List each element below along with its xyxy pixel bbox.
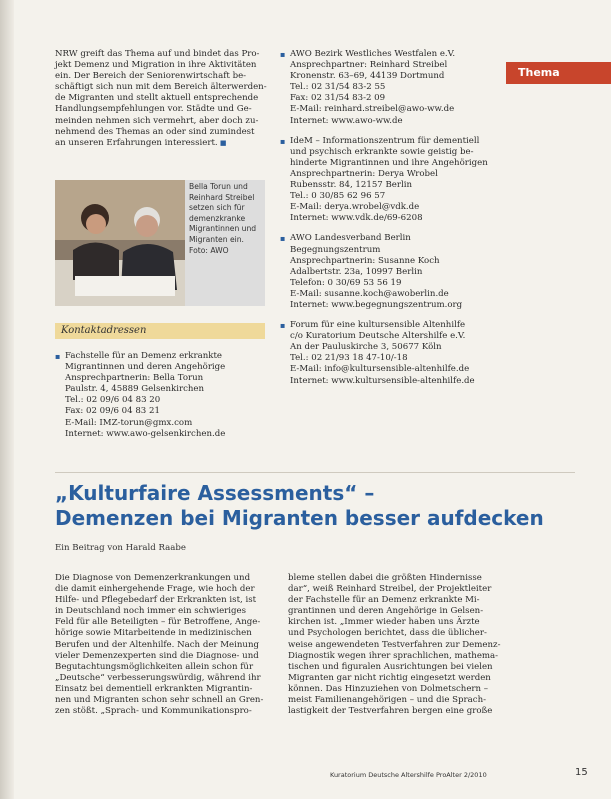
divider	[55, 472, 575, 473]
body-line: Feld für alle Beteiligten – für Betroffene, Ange-	[55, 617, 261, 628]
intro-line: Handlungsempfehlungen vor. Städte und Ge-	[55, 104, 252, 115]
body-line: grantinnen und deren Angehörige in Gelsen-	[288, 606, 484, 617]
intro-line: nehmend des Themas an oder sind zumindest	[55, 126, 255, 137]
left-contact-list	[55, 351, 270, 449]
contact-line: Ansprechpartner: Reinhard Streibel	[290, 60, 448, 71]
body-line: weise angewendeten Testverfahren zur Demenz-	[288, 639, 501, 650]
intro-line: ein. Der Bereich der Seniorenwirtschaft be-	[55, 71, 247, 82]
body-line: „Deutsche“ verbesserungswürdig, während ihr	[55, 672, 261, 683]
contact-line: c/o Kuratorium Deutsche Altershilfe e.V.	[290, 331, 466, 342]
intro-line: an unseren Erfahrungen interessiert. ■	[55, 137, 227, 148]
contact-line: ▪ AWO Bezirk Westliches Westfalen e.V.	[290, 49, 456, 59]
body-line: Die Diagnose von Demenzerkrankungen und	[55, 573, 251, 583]
contacts-heading: Kontaktadressen	[55, 323, 265, 339]
body-column-right	[288, 573, 503, 717]
contact-line: An der Pauluskirche 3, 50677 Köln	[290, 342, 442, 353]
portrait-photo	[55, 180, 185, 306]
body-column-left	[55, 573, 270, 717]
intro-line: de Migranten und stellt aktuell entsprechende	[55, 93, 259, 104]
section-tab: Thema	[506, 62, 611, 84]
contact-line: ▪ IdeM – Informationszentrum für dementiell	[290, 135, 480, 146]
photo-box	[55, 180, 265, 306]
footer-publication: Kuratorium Deutsche Altershilfe ProAlter 2/2010	[330, 771, 487, 779]
body-line: vieler Demenzexperten sind die Diagnose- und	[55, 650, 259, 661]
headline-line-2: Demenzen bei Migranten besser aufdecken	[55, 506, 544, 530]
contact-line: E-Mail: IMZ-torun@gmx.com	[65, 417, 193, 428]
contact-line: Internet: www.kultursensible-altenhilfe.de	[290, 375, 475, 386]
contact-line: Tel.: 02 09/6 04 83 20	[65, 395, 161, 406]
contact-entry	[280, 136, 500, 225]
contact-line: ▪ Fachstelle für an Demenz erkrankte	[65, 351, 222, 361]
contact-line: E-Mail: reinhard.streibel@awo-ww.de	[290, 104, 455, 115]
body-line: in Deutschland noch immer ein schwieriges	[55, 606, 247, 617]
intro-paragraph	[55, 49, 270, 149]
body-line: dar“, weiß Reinhard Streibel, der Projektleiter	[288, 584, 492, 595]
contact-line: Ansprechpartnerin: Bella Torun	[65, 373, 204, 384]
page-number: 15	[575, 767, 588, 778]
contact-line: Begegnungszentrum	[290, 244, 381, 255]
contact-line: Adalbertstr. 23a, 10997 Berlin	[290, 266, 423, 277]
intro-line: jekt Demenz und Migration in ihre Aktivitäten	[55, 60, 257, 71]
body-line: Hilfe- und Pflegebedarf der Erkrankten ist, ist	[55, 595, 257, 606]
body-line: Einsatz bei dementiell erkrankten Migrantin-	[55, 683, 253, 694]
contact-line: hinderte Migrantinnen und ihre Angehörigen	[290, 157, 488, 168]
article-headline	[55, 481, 575, 531]
contact-line: Kronenstr. 63–69, 44139 Dortmund	[290, 71, 445, 82]
contact-line: ▪ Forum für eine kultursensible Altenhilfe	[290, 320, 466, 331]
photo-caption: Bella Torun und Reinhard Streibel setzen sich für demenzkranke Migrantinnen und Migranten ein. Foto: AWO	[189, 182, 257, 255]
contact-entry	[55, 351, 270, 440]
contact-line: Migrantinnen und deren Angehörige	[65, 362, 226, 373]
contact-line: Telefon: 0 30/69 53 56 19	[290, 277, 402, 288]
body-line: lastigkeit der Testverfahren bergen eine große	[288, 706, 493, 717]
body-line: bleme stellen dabei die größten Hindernisse	[288, 573, 482, 583]
contact-line: Internet: www.begegnungszentrum.org	[290, 299, 463, 310]
contact-line: E-Mail: info@kultursensible-altenhilfe.de	[290, 364, 470, 375]
contact-line: E-Mail: derya.wrobel@vdk.de	[290, 202, 420, 213]
page-binding-shadow	[0, 0, 14, 799]
contact-line: ▪ AWO Landesverband Berlin	[290, 233, 411, 244]
intro-line: meinden nehmen sich vermehrt, aber doch zu-	[55, 115, 259, 126]
contact-line: Tel.: 0 30/85 62 96 57	[290, 191, 386, 202]
contact-line: Ansprechpartnerin: Susanne Koch	[290, 255, 440, 266]
body-line: Migranten gar nicht richtig eingesetzt werden	[288, 672, 491, 683]
contact-line: Internet: www.awo-ww.de	[290, 115, 403, 126]
contact-line: Ansprechpartnerin: Derya Wrobel	[290, 168, 438, 179]
body-line: Begutachtungsmöglichkeiten allein schon für	[55, 661, 254, 672]
body-line: können. Das Hinzuziehen von Dolmetschern –	[288, 683, 489, 694]
body-line: hörige sowie Mitarbeitende in medizinischen	[55, 628, 252, 639]
body-line: die damit einhergehende Frage, wie hoch der	[55, 584, 255, 595]
contact-line: Fax: 02 09/6 04 83 21	[65, 406, 160, 417]
contact-line: Tel.: 02 31/54 83-2 55	[290, 82, 386, 93]
body-line: und Psychologen berichtet, dass die üblicher-	[288, 628, 487, 639]
intro-line: schäftigt sich nun mit dem Bereich älterwerden-	[55, 82, 267, 93]
body-line: Berufen und der Altenhilfe. Nach der Meinung	[55, 639, 259, 650]
contact-line: E-Mail: susanne.koch@awoberlin.de	[290, 288, 449, 299]
body-line: Diagnostik wegen ihrer sprachlichen, mathema-	[288, 650, 499, 661]
contact-line: Internet: www.vdk.de/69-6208	[290, 213, 423, 224]
headline-line-1: „Kulturfaire Assessments“ –	[55, 481, 375, 505]
contact-entry	[280, 233, 500, 311]
body-line: tischen und figuralen Ausrichtungen bei vielen	[288, 661, 493, 672]
contact-entry	[280, 49, 500, 127]
body-line: kirchen ist. „Immer wieder haben uns Ärzte	[288, 617, 480, 628]
body-line: zen stößt. „Sprach- und Kommunikationspro-	[55, 706, 252, 717]
intro-line: NRW greift das Thema auf und bindet das Pro-	[55, 49, 260, 59]
contact-line: und psychisch erkrankte sowie geistig be-	[290, 146, 474, 157]
body-line: der Fachstelle für an Demenz erkrankte Mi-	[288, 595, 480, 606]
contact-line: Rubensstr. 84, 12157 Berlin	[290, 180, 413, 191]
body-line: meist Familienangehörigen – und die Sprach-	[288, 695, 487, 706]
contact-entry	[280, 320, 500, 387]
contact-line: Internet: www.awo-gelsenkirchen.de	[65, 428, 226, 439]
right-contact-list	[280, 49, 500, 396]
body-line: nen und Migranten schon sehr schnell an Gren-	[55, 695, 264, 706]
end-marker-icon: ■	[217, 138, 227, 147]
contact-line: Fax: 02 31/54 83-2 09	[290, 93, 386, 104]
byline: Ein Beitrag von Harald Raabe	[55, 543, 186, 553]
contact-line: Tel.: 02 21/93 18 47-10/-18	[290, 353, 408, 364]
contact-line: Paulstr. 4, 45889 Gelsenkirchen	[65, 384, 205, 395]
